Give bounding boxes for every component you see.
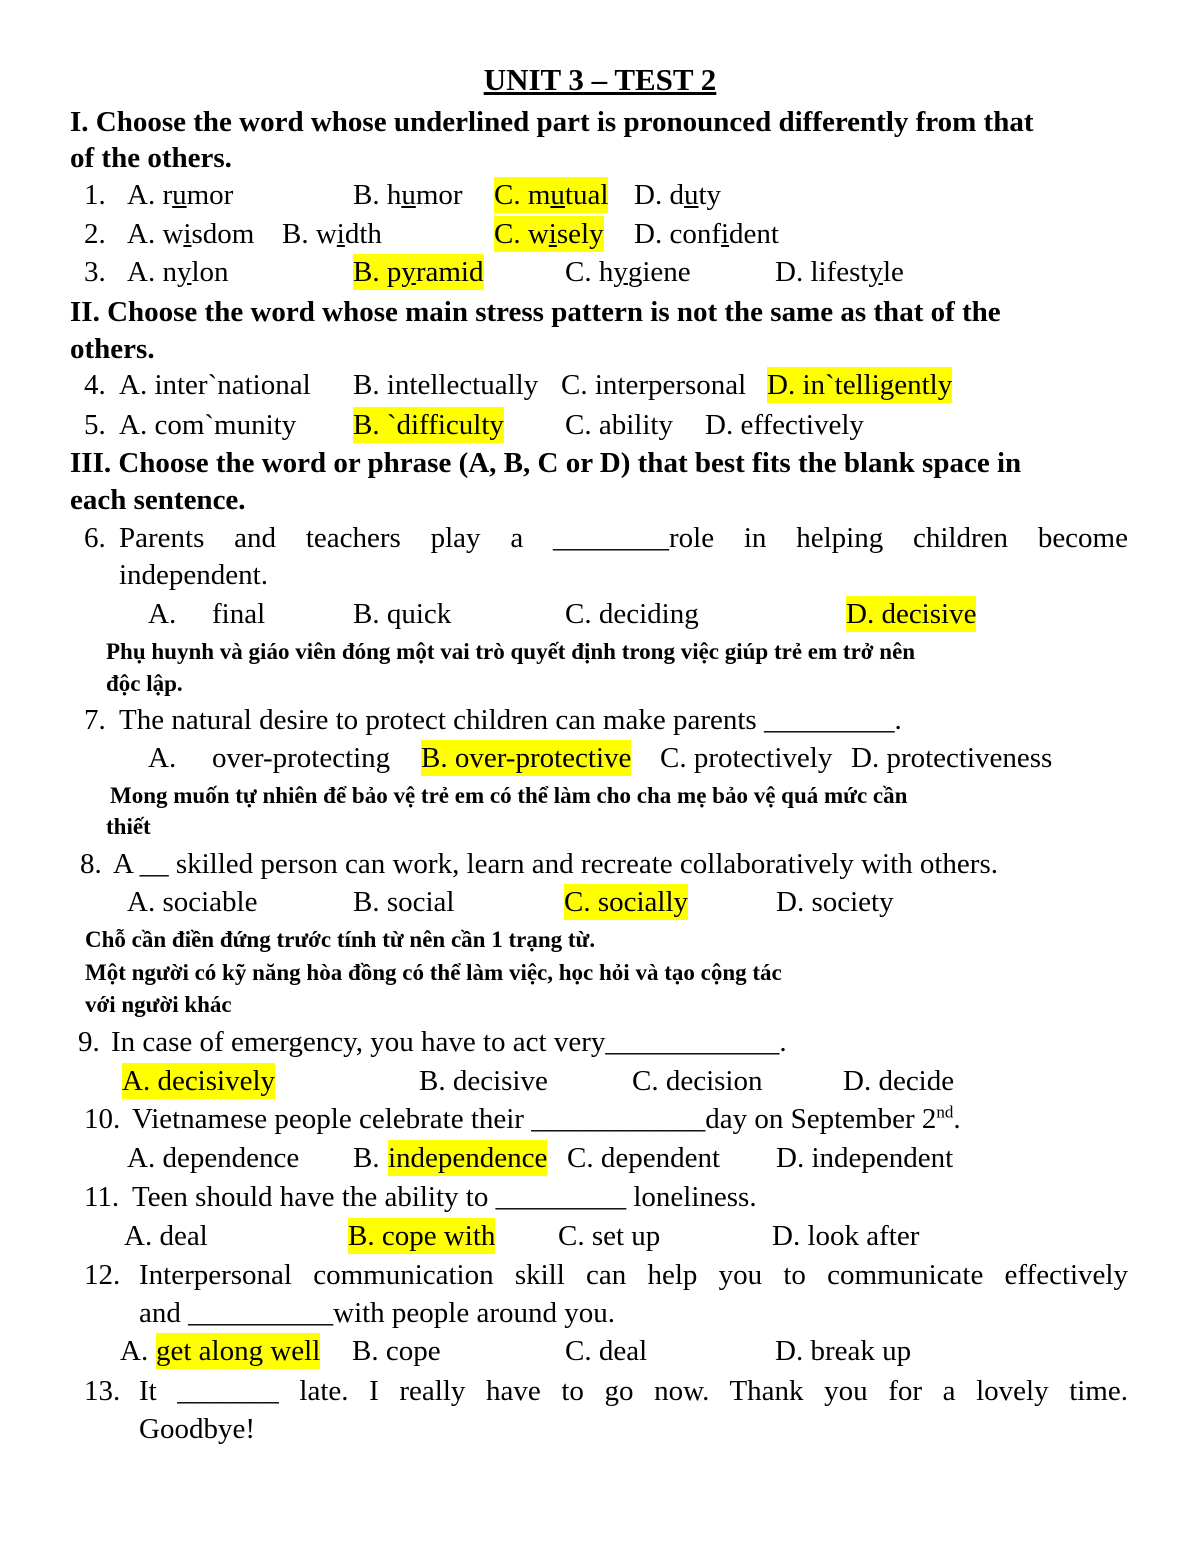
question-number: 3. [84, 256, 106, 288]
question-number: 10. [84, 1103, 121, 1135]
option-d[interactable]: D. look after [772, 1220, 920, 1252]
option-d[interactable]: D. independent [776, 1142, 954, 1174]
option-c-answer[interactable]: C. socially [564, 886, 689, 918]
option-a-letter: A. [120, 1335, 149, 1367]
translation-cont: độc lập. [106, 671, 183, 696]
section-2-heading: II. Choose the word whose main stress pattern is not the same as that of the [70, 296, 1001, 328]
option-a[interactable]: A. rumor [127, 179, 234, 211]
option-d[interactable]: D. break up [775, 1335, 912, 1367]
question-number: 5. [84, 409, 106, 441]
translation: Một người có kỹ năng hòa đồng có thể làm việc, học hỏi và tạo cộng tác [85, 960, 782, 985]
option-b[interactable]: B. intellectually [353, 369, 539, 401]
option-b-answer[interactable]: B. over-protective [421, 742, 632, 774]
option-b[interactable]: B. humor [353, 179, 463, 211]
option-d[interactable]: D. confident [634, 218, 779, 250]
section-1-heading-cont: of the others. [70, 142, 232, 174]
question-number: 11. [84, 1181, 120, 1213]
translation: Phụ huynh và giáo viên đóng một vai trò quyết định trong việc giúp trẻ em trở nên [106, 639, 916, 664]
question-text: It _______ late. I really have to go now. Thank you for a lovely time. [139, 1375, 1128, 1407]
question-text-cont: and __________with people around you. [139, 1297, 616, 1329]
question-text: In case of emergency, you have to act very____________. [111, 1026, 787, 1058]
option-c-answer[interactable]: C. wisely [494, 218, 604, 250]
question-text: Teen should have the ability to _________ loneliness. [132, 1181, 757, 1213]
option-c[interactable]: C. decision [632, 1065, 763, 1097]
question-text-cont: independent. [119, 559, 268, 591]
option-a[interactable]: A. dependence [127, 1142, 300, 1174]
option-b-answer[interactable]: independence [388, 1142, 548, 1174]
option-c-answer[interactable]: C. mutual [494, 179, 609, 211]
option-d[interactable]: D. society [776, 886, 894, 918]
question-number: 1. [84, 179, 106, 211]
option-a[interactable]: A. sociable [127, 886, 258, 918]
section-1-heading: I. Choose the word whose underlined part is pronounced differently from that [70, 106, 1034, 138]
option-a-answer[interactable]: A. decisively [122, 1065, 276, 1097]
explanation: Chỗ cần điền đứng trước tính từ nên cần 1 trạng từ. [85, 927, 596, 952]
translation-cont: với người khác [85, 992, 232, 1017]
option-b[interactable]: B. decisive [419, 1065, 548, 1097]
option-b[interactable]: B. width [282, 218, 382, 250]
question-number: 13. [84, 1375, 121, 1407]
option-c[interactable]: C. set up [558, 1220, 661, 1252]
question-text: The natural desire to protect children can make parents _________. [119, 704, 902, 736]
option-d[interactable]: D. protectiveness [851, 742, 1053, 774]
question-text-cont: Goodbye! [139, 1413, 255, 1445]
question-text: A __ skilled person can work, learn and recreate collaboratively with others. [113, 848, 998, 880]
question-text: Interpersonal communication skill can help you to communicate effectively [139, 1259, 1128, 1291]
option-a[interactable]: A. wisdom [127, 218, 255, 250]
option-c[interactable]: C. interpersonal [561, 369, 747, 401]
section-3-heading-cont: each sentence. [70, 484, 246, 516]
option-c[interactable]: C. protectively [660, 742, 833, 774]
option-d[interactable]: D. decide [843, 1065, 955, 1097]
question-number: 2. [84, 218, 106, 250]
option-a[interactable]: A. com`munity [119, 409, 297, 441]
question-number: 9. [78, 1026, 100, 1058]
option-b-answer[interactable]: B. cope with [348, 1220, 496, 1252]
option-d[interactable]: D. effectively [705, 409, 864, 441]
option-c[interactable]: C. dependent [567, 1142, 721, 1174]
section-2-heading-cont: others. [70, 333, 155, 365]
option-a-letter: A. [148, 598, 177, 630]
option-a[interactable]: A. inter`national [119, 369, 311, 401]
option-d[interactable]: D. lifestyle [775, 256, 904, 288]
question-number: 8. [80, 848, 102, 880]
translation: Mong muốn tự nhiên để bảo vệ trẻ em có thể làm cho cha mẹ bảo vệ quá mức cần [110, 783, 908, 808]
option-c[interactable]: C. ability [565, 409, 673, 441]
question-number: 4. [84, 369, 106, 401]
option-c[interactable]: C. deal [565, 1335, 648, 1367]
option-a[interactable]: final [212, 598, 266, 630]
question-text: Vietnamese people celebrate their ____________day on September 2nd. [132, 1102, 961, 1135]
option-b[interactable]: B. social [353, 886, 455, 918]
option-b-letter: B. [353, 1142, 380, 1174]
page-title: UNIT 3 – TEST 2 [483, 62, 717, 97]
option-d[interactable]: D. duty [634, 179, 722, 211]
option-a-answer[interactable]: get along well [156, 1335, 321, 1367]
section-3-heading: III. Choose the word or phrase (A, B, C or D) that best fits the blank space in [70, 447, 1022, 479]
option-b-answer[interactable]: B. pyramid [353, 256, 484, 288]
option-a[interactable]: over-protecting [212, 742, 391, 774]
option-b[interactable]: B. quick [353, 598, 452, 630]
option-c[interactable]: C. deciding [565, 598, 699, 630]
translation-cont: thiết [106, 814, 151, 839]
question-text: Parents and teachers play a ________role in helping children become [119, 522, 1128, 554]
option-d-answer[interactable]: D. in`telligently [767, 369, 953, 401]
option-c[interactable]: C. hygiene [565, 256, 691, 288]
option-a[interactable]: A. nylon [127, 256, 229, 288]
option-b[interactable]: B. cope [352, 1335, 441, 1367]
option-a-letter: A. [148, 742, 177, 774]
option-b-answer[interactable]: B. `difficulty [353, 409, 504, 441]
question-number: 7. [84, 704, 106, 736]
option-d-answer[interactable]: D. decisive [846, 598, 977, 630]
question-number: 6. [84, 522, 106, 554]
question-number: 12. [84, 1259, 121, 1291]
option-a[interactable]: A. deal [124, 1220, 208, 1252]
